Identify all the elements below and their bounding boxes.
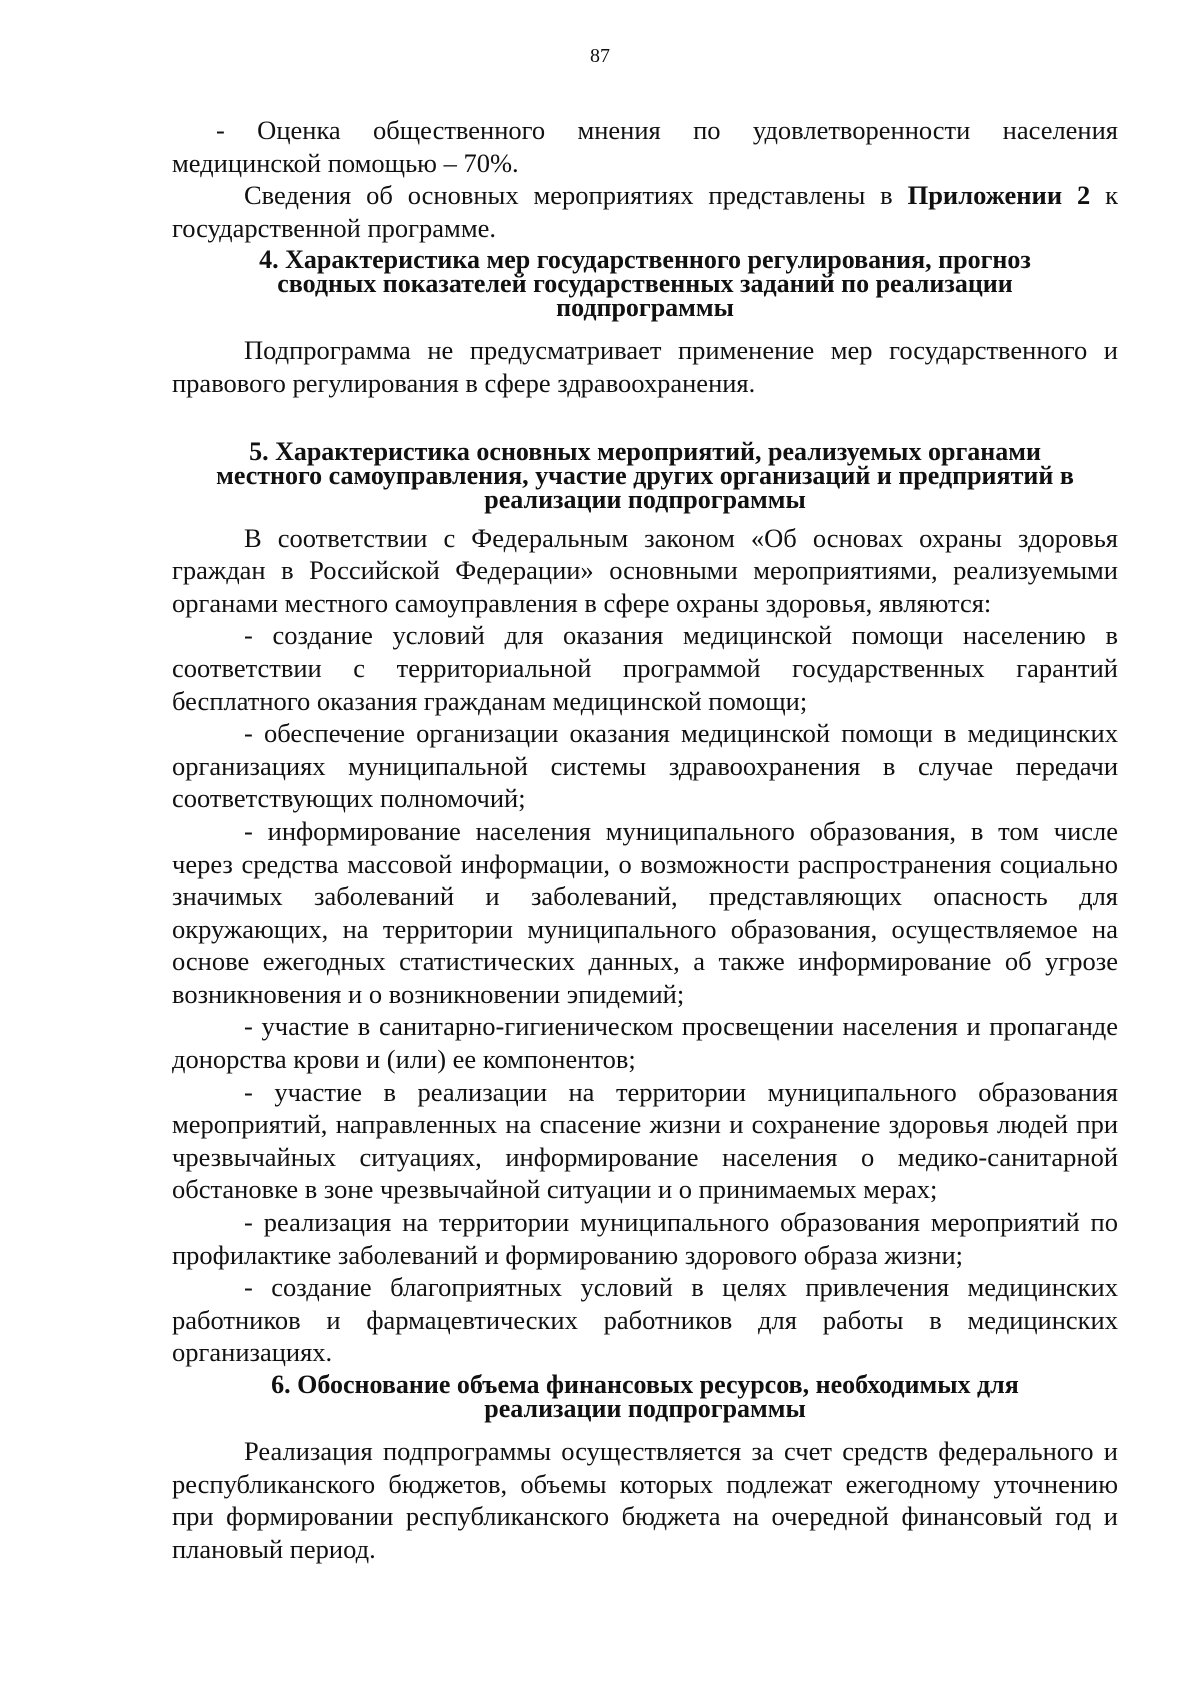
section-6-heading-line: реализации подпрограммы — [484, 1394, 806, 1423]
list-item: - информирование населения муниципального образования, в том числе через средства массовой информации, о возможности распространения социально значимых заболеваний и заболеваний, представляющих опасность для окружающих, на территории муниципального образования, осуществляемое на основе ежегодных статистических данных, а также информирование об угрозе возникновения и о возникновении эпидемий; — [172, 815, 1118, 1009]
opinion-paragraph: - Оценка общественного мнения по удовлетворенности населения медицинской помощью – 70%. — [172, 115, 1118, 178]
section-4-heading-line: подпрограммы — [556, 293, 734, 323]
list-item: - участие в санитарно-гигиеническом просвещении населения и пропаганде донорства крови и (или) ее компонентов; — [172, 1011, 1118, 1075]
info-text-after: к государственной программе. — [172, 180, 1118, 243]
list-item: - обеспечение организации оказания медицинской помощи в медицинских организациях муниципальной системы здравоохранения в случае передачи соответствующих полномочий; — [172, 718, 1118, 814]
page-number: 87 — [590, 45, 610, 67]
list-item: - создание условий для оказания медицинской помощи населению в соответствии с территориальной программой государственных гарантий бесплатного оказания гражданам медицинской помощи; — [172, 620, 1118, 716]
section-5-heading — [172, 436, 1118, 514]
list-item: - создание благоприятных условий в целях привлечения медицинских работников и фармацевтических работников для работы в медицинских организациях. — [172, 1272, 1118, 1368]
info-paragraph — [172, 179, 1118, 244]
list-item: - реализация на территории муниципального образования мероприятий по профилактике заболеваний и формированию здорового образа жизни; — [172, 1207, 1118, 1270]
section-5-intro: В соответствии с Федеральным законом «Об основах охраны здоровья граждан в Российской Федерации» основными мероприятиями, реализуемыми органами местного самоуправления в сфере охраны здоровья, являются: — [172, 522, 1118, 618]
section-5-heading-line: 5. Характеристика основных мероприятий, реализуемых органами — [249, 436, 1041, 466]
section-4-heading — [172, 245, 1118, 323]
section-6-text: Реализация подпрограммы осуществляется за счет средств федерального и республиканского бюджетов, объемы которых подлежат ежегодному уточнению при формировании республиканского бюджета на очередной финансовый год и плановый период. — [172, 1436, 1118, 1564]
appendix-reference: Приложении 2 — [907, 180, 1091, 211]
document-body — [172, 114, 1118, 1565]
list-item: - участие в реализации на территории муниципального образования мероприятий, направленных на спасение жизни и сохранение здоровья людей при чрезвычайных ситуациях, информирование населения о медико-санитарной обстановке в зоне чрезвычайной ситуации и о принимаемых мерах; — [172, 1076, 1118, 1205]
section-6-heading — [172, 1370, 1118, 1423]
section-4-heading-line: 4. Характеристика мер государственного регулирования, прогноз — [259, 245, 1031, 275]
section-5-heading-line: реализации подпрограммы — [484, 484, 806, 514]
section-4-text: Подпрограмма не предусматривает применение мер государственного и правового регулирования в сфере здравоохранения. — [172, 335, 1118, 398]
section-5-heading-line: местного самоуправления, участие других организаций и предприятий в — [216, 460, 1074, 490]
section-4-heading-line: сводных показателей государственных заданий по реализации — [277, 269, 1013, 299]
info-text-before: Сведения об основных мероприятиях представлены в — [244, 180, 908, 211]
section-6-heading-line: 6. Обоснование объема финансовых ресурсов, необходимых для — [271, 1370, 1019, 1399]
